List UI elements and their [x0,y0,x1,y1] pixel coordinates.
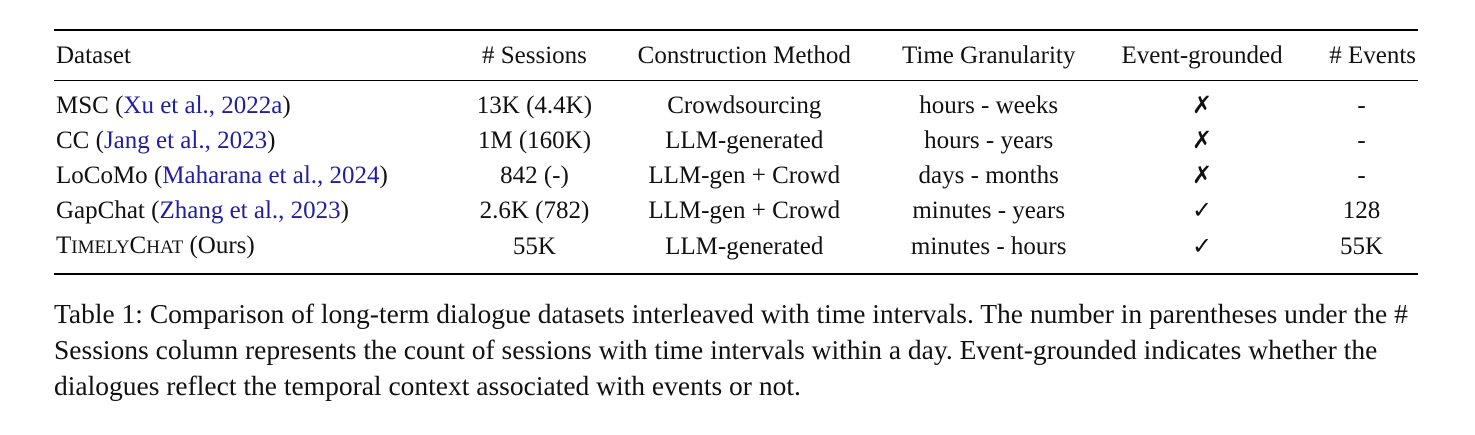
cross-mark-icon: ✗ [1192,161,1213,189]
paren-open: ( [144,197,160,224]
granularity-cell: minutes - years [912,197,1066,224]
header-time-granularity: Time Granularity [902,42,1076,69]
dataset-name-part: C [129,232,147,259]
sessions-cell: 1M (160K) [477,127,592,154]
check-mark-icon: ✓ [1192,196,1213,224]
paren-open: ( [147,162,163,189]
header-event-grounded: Event-grounded [1121,42,1283,69]
table-header [54,30,1418,81]
dataset-name: LoCoMo [56,162,148,189]
header-events: # Events [1329,42,1416,69]
construction-cell: LLM-generated [665,127,824,154]
granularity-cell: days - months [918,162,1059,189]
paren-open: ( [89,127,104,154]
table-row [54,193,1418,228]
ours-suffix: (Ours) [183,232,255,259]
citation-link[interactable]: Zhang et al., 2023 [159,197,341,224]
dataset-name-part: HAT [146,237,184,258]
granularity-cell: minutes - hours [910,233,1067,260]
header-row [54,30,1418,81]
granularity-cell: hours - years [924,127,1054,154]
table-row-ours [54,228,1418,274]
events-cell: - [1357,92,1366,119]
header-sessions: # Sessions [481,42,587,69]
citation-link[interactable]: Jang et al., 2023 [103,127,268,154]
events-cell: - [1357,162,1366,189]
paren-close: ) [282,92,291,119]
paren-close: ) [379,162,388,189]
table-body [54,81,1418,275]
construction-cell: LLM-gen + Crowd [648,162,841,189]
header-dataset: Dataset [56,42,131,69]
event-grounded-cell [1099,158,1305,193]
dataset-cell [54,81,459,124]
granularity-cell: hours - weeks [919,92,1059,119]
cross-mark-icon: ✗ [1192,126,1213,154]
dataset-cell [54,193,459,228]
citation-link[interactable]: Xu et al., 2022a [123,92,283,119]
construction-cell: LLM-gen + Crowd [648,197,841,224]
dataset-name: GapChat [56,197,145,224]
dataset-name-part: T [56,232,72,259]
dataset-name: CC [56,127,90,154]
dataset-name-part: IMELY [71,237,130,258]
cross-mark-icon: ✗ [1192,91,1213,119]
events-cell: 128 [1342,197,1381,224]
construction-cell: LLM-generated [665,233,824,260]
event-grounded-cell [1099,228,1305,274]
check-mark-icon: ✓ [1192,232,1213,260]
comparison-table [54,29,1418,275]
table-caption: Table 1: Comparison of long-term dialogue datasets interleaved with time intervals. The number in parentheses under the # Sessions column represents the count of sessions with time intervals within a day. Event-grounded indicates whether the dialogues reflect the temporal context associated with events or not. [54,298,1408,401]
sessions-cell: 55K [512,233,556,260]
event-grounded-cell [1099,193,1305,228]
table-row [54,123,1418,158]
sessions-cell: 2.6K (782) [479,197,590,224]
events-cell: - [1357,127,1366,154]
construction-cell: Crowdsourcing [667,92,822,119]
table-row [54,81,1418,124]
paren-close: ) [340,197,349,224]
citation-link[interactable]: Maharana et al., 2024 [162,162,380,189]
paren-close: ) [267,127,276,154]
dataset-cell [54,123,459,158]
dataset-name: MSC [56,92,109,119]
dataset-cell [54,158,459,193]
event-grounded-cell [1099,81,1305,124]
paren-open: ( [108,92,124,119]
sessions-cell: 842 (-) [500,162,569,189]
sessions-cell: 13K (4.4K) [476,92,593,119]
event-grounded-cell [1099,123,1305,158]
events-cell: 55K [1340,233,1384,260]
header-construction-method: Construction Method [637,42,851,69]
table-row [54,158,1418,193]
dataset-cell [54,228,459,274]
